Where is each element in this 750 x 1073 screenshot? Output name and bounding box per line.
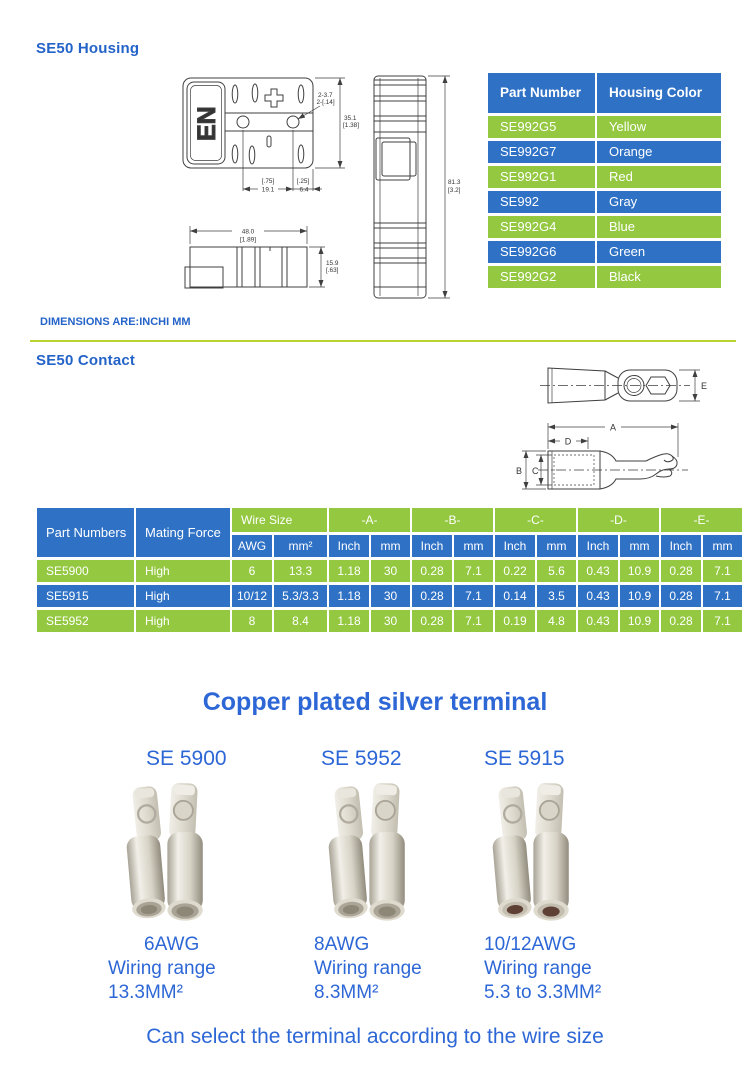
subheader-inch: Inch	[329, 535, 369, 557]
subheader-inch: Inch	[661, 535, 701, 557]
part-number-cell: SE992G4	[488, 216, 595, 238]
table-row	[488, 141, 721, 163]
housing-color-cell: Green	[597, 241, 721, 263]
table-group-header-row	[37, 508, 742, 532]
terminal-spec-se5915	[484, 933, 654, 1005]
awg-label: 10/12AWG	[484, 934, 577, 955]
dim-width-in-label: [1.89]	[240, 236, 256, 244]
terminal-spec-se5900	[108, 933, 278, 1005]
table-row	[488, 166, 721, 188]
column-group-a: -A-	[329, 508, 410, 532]
column-group-c: -C-	[495, 508, 576, 532]
table-row	[488, 191, 721, 213]
housing-color-cell: Black	[597, 266, 721, 288]
dim-a-label: A	[609, 422, 617, 433]
dim-pitch-in-label: [.75]	[261, 178, 275, 185]
terminal-name-se5915: SE 5915	[484, 747, 565, 770]
part-number-cell: SE992	[488, 191, 595, 213]
dim-e-label: E	[701, 381, 708, 391]
part-number-cell: SE992G7	[488, 141, 595, 163]
subheader-inch: Inch	[578, 535, 618, 557]
housing-color-table	[488, 73, 721, 291]
terminal-photo-se5900	[112, 774, 230, 932]
column-group-d: -D-	[578, 508, 659, 532]
mating-force-cell: High	[136, 610, 230, 632]
contact-technical-drawing	[488, 353, 740, 505]
table-row	[488, 116, 721, 138]
wiring-range-value: 8.3MM²	[314, 982, 379, 1003]
section-divider	[30, 340, 736, 342]
dim-c-label: C	[532, 466, 539, 476]
dim-length-in-label: [3.2]	[448, 187, 461, 194]
wiring-range-label: Wiring range	[108, 958, 216, 979]
dim-height-in-label: [1.38]	[343, 122, 359, 129]
wiring-range-label: Wiring range	[314, 958, 422, 979]
column-header-part-number: Part Number	[488, 73, 595, 113]
housing-color-cell: Red	[597, 166, 721, 188]
dim-b-label: B	[516, 466, 523, 476]
column-header-part-numbers: Part Numbers	[37, 508, 134, 557]
terminal-name-se5952: SE 5952	[321, 747, 402, 770]
terminal-photo-se5952	[314, 774, 432, 932]
dimensions-note: DIMENSIONS ARE:INCHI MM	[40, 316, 191, 328]
wire-size-note: Can select the terminal according to the wire size	[146, 1025, 604, 1048]
terminal-spec-se5952	[314, 933, 484, 1005]
part-number-cell: SE992G6	[488, 241, 595, 263]
awg-label: 8AWG	[314, 934, 370, 955]
dim-pitch-mm-label: 19.1	[261, 186, 275, 194]
part-number-cell: SE992G2	[488, 266, 595, 288]
dim-holes-in-label: 2-[.14]	[316, 99, 335, 106]
wiring-range-label: Wiring range	[484, 958, 592, 979]
dim-length-mm-label: 81.3	[448, 179, 461, 186]
table-header-row	[488, 73, 721, 113]
table-row	[488, 216, 721, 238]
part-number-cell: SE992G5	[488, 116, 595, 138]
contact-spec-table	[35, 505, 744, 635]
subheader-mm: mm	[537, 535, 576, 557]
table-row-se5952: SE5952 High 8 8.4 1.18 30 0.28 7.1 0.19 4.8 0.43 10.9 0.28 7.1	[37, 610, 742, 632]
dim-depth-mm-label: 15.9	[326, 260, 339, 267]
subheader-awg: AWG	[232, 535, 272, 557]
subheader-mm: mm	[454, 535, 493, 557]
part-number-cell: SE5915	[37, 585, 134, 607]
table-row-se5915: SE5915 High 10/12 5.3/3.3 1.18 30 0.28 7.1 0.14 3.5 0.43 10.9 0.28 7.1	[37, 585, 742, 607]
column-group-e: -E-	[661, 508, 742, 532]
table-row-se5900: SE5900 High 6 13.3 1.18 30 0.28 7.1 0.22 5.6 0.43 10.9 0.28 7.1	[37, 560, 742, 582]
housing-section-title: SE50 Housing	[36, 40, 140, 57]
dim-depth-in-label: [.63]	[326, 267, 339, 274]
table-row	[488, 266, 721, 288]
subheader-mm: mm	[371, 535, 410, 557]
housing-color-cell: Orange	[597, 141, 721, 163]
housing-logo: EN	[193, 106, 221, 141]
dim-d-label: D	[564, 436, 572, 447]
subheader-mm: mm	[703, 535, 742, 557]
subheader-inch: Inch	[412, 535, 452, 557]
mating-force-cell: High	[136, 585, 230, 607]
column-group-b: -B-	[412, 508, 493, 532]
dim-offset-mm-label: 6.4	[299, 186, 309, 194]
table-row	[488, 241, 721, 263]
housing-technical-drawing	[170, 68, 480, 313]
terminal-name-se5900: SE 5900	[146, 747, 227, 770]
wiring-range-value: 5.3 to 3.3MM²	[484, 982, 602, 1003]
dim-holes-mm-label: 2-3.7	[318, 92, 333, 99]
awg-label: 6AWG	[144, 934, 200, 955]
subheader-mm: mm	[620, 535, 659, 557]
terminals-heading: Copper plated silver terminal	[202, 688, 548, 716]
dim-height-mm-label: 35.1	[344, 115, 357, 122]
part-number-cell: SE5900	[37, 560, 134, 582]
subheader-mm2: mm²	[274, 535, 327, 557]
contact-section-title: SE50 Contact	[36, 352, 136, 369]
housing-color-cell: Blue	[597, 216, 721, 238]
dim-offset-in-label: [.25]	[296, 178, 310, 185]
housing-color-cell: Gray	[597, 191, 721, 213]
column-header-mating-force: Mating Force	[136, 508, 230, 557]
mating-force-cell: High	[136, 560, 230, 582]
terminal-photo-se5915	[478, 774, 596, 932]
dim-width-mm-label: 48.0	[241, 228, 255, 236]
column-group-wire-size: Wire Size	[232, 508, 327, 532]
housing-color-cell: Yellow	[597, 116, 721, 138]
subheader-inch: Inch	[495, 535, 535, 557]
wiring-range-value: 13.3MM²	[108, 982, 183, 1003]
column-header-housing-color: Housing Color	[597, 73, 721, 113]
part-number-cell: SE992G1	[488, 166, 595, 188]
part-number-cell: SE5952	[37, 610, 134, 632]
